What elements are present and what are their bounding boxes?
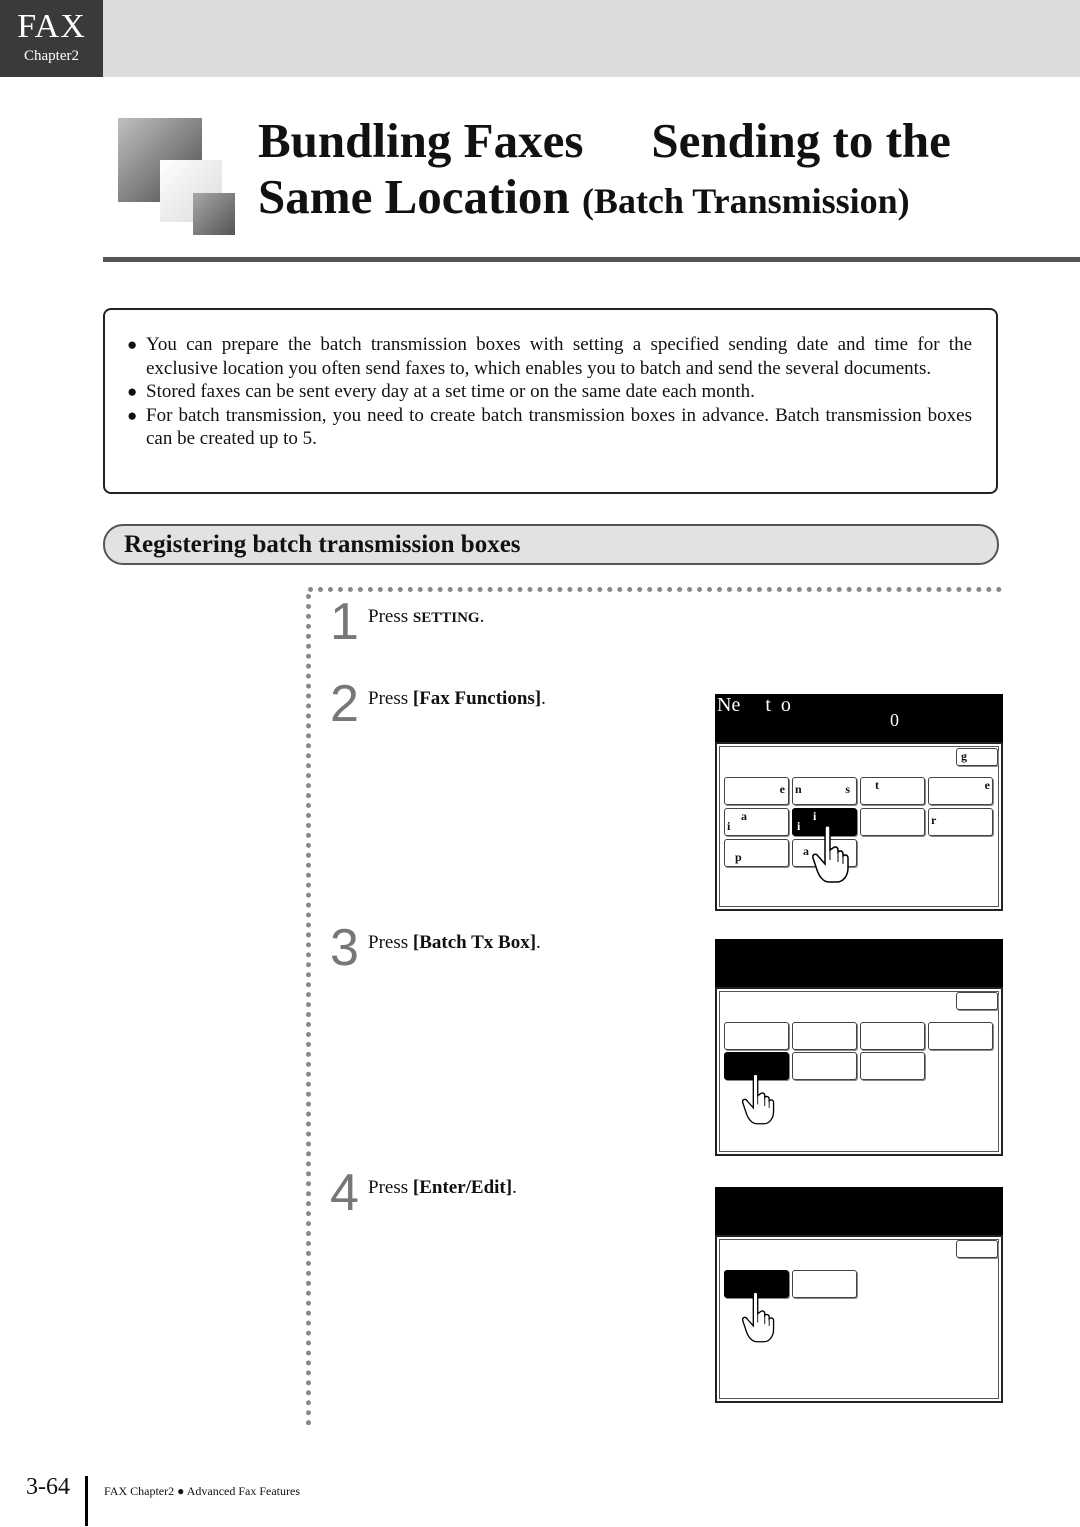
intro-bullet-text: Stored faxes can be sent every day at a set time or on the same date each month. xyxy=(146,381,755,403)
intro-bullet-text: You can prepare the batch transmission boxes with setting a specified sending date and time for the exclusive location you often send faxes to, which enables you to batch and send the several documents. xyxy=(146,334,972,379)
step-instruction xyxy=(368,688,546,710)
step-prefix: Press xyxy=(368,606,413,627)
step-number: 1 xyxy=(330,593,359,651)
step-instruction xyxy=(368,932,541,954)
screen-title-bar xyxy=(715,694,1003,742)
title-subtitle: (Batch Transmission) xyxy=(581,181,910,221)
screen-title-bar xyxy=(715,1187,1003,1235)
step-suffix: . xyxy=(512,1177,517,1198)
step-instruction xyxy=(368,1177,517,1199)
page-title-line-1 xyxy=(258,113,951,168)
function-button[interactable]: n s xyxy=(792,777,857,805)
intro-bullet xyxy=(127,333,972,380)
function-button[interactable] xyxy=(792,1270,857,1298)
function-button[interactable] xyxy=(928,1022,993,1050)
chapter-label: Chapter2 xyxy=(24,48,79,64)
screen-title-text: Ne t o xyxy=(717,694,791,716)
intro-bullet-text: For batch transmission, you need to create batch transmission boxes in advance. Batch transmission boxes can be created up to 5. xyxy=(146,404,972,450)
step-key: SETTING xyxy=(412,610,480,626)
step-key: [Enter/Edit] xyxy=(412,1177,513,1198)
function-button[interactable] xyxy=(792,1022,857,1050)
page-title-line-2 xyxy=(258,169,910,224)
chapter-tab xyxy=(0,0,103,77)
close-button[interactable] xyxy=(956,992,998,1010)
step-key: [Batch Tx Box] xyxy=(412,932,537,953)
title-divider xyxy=(103,257,1080,262)
function-button[interactable]: e xyxy=(928,777,993,805)
footer-running-title xyxy=(104,1484,300,1499)
bullet-icon: ● xyxy=(127,405,138,425)
title-part-2: Sending to the xyxy=(651,113,951,168)
function-button[interactable] xyxy=(792,1052,857,1080)
pointing-hand-icon xyxy=(741,1069,785,1131)
screen-body xyxy=(715,1235,1003,1403)
dotted-guide-horizontal xyxy=(308,587,1002,592)
step-prefix: Press xyxy=(368,1177,413,1198)
function-button[interactable]: p xyxy=(724,839,789,867)
step-number: 4 xyxy=(330,1164,359,1222)
close-button[interactable] xyxy=(956,1240,998,1258)
function-button[interactable] xyxy=(860,1052,925,1080)
dotted-guide-vertical xyxy=(306,594,311,1426)
function-button[interactable]: a xyxy=(792,839,857,867)
page-number: 3-64 xyxy=(26,1474,70,1500)
title-part-1: Bundling Faxes xyxy=(258,113,584,168)
step-suffix: . xyxy=(536,932,541,953)
pointing-hand-icon xyxy=(741,1287,785,1349)
bullet-icon: ● xyxy=(127,382,138,402)
step-number: 2 xyxy=(330,675,359,733)
footer-section: Advanced Fax Features xyxy=(186,1484,300,1498)
intro-bullet xyxy=(127,380,972,404)
bullet-icon: ● xyxy=(127,335,138,354)
footer-chapter: FAX Chapter2 xyxy=(104,1484,175,1498)
screen-body xyxy=(715,987,1003,1156)
step-key: [Fax Functions] xyxy=(412,688,542,709)
screen-title-text: 0 xyxy=(890,710,899,730)
function-button[interactable] xyxy=(724,1022,789,1050)
close-button[interactable]: g xyxy=(956,748,998,766)
step-suffix: . xyxy=(541,688,546,709)
title-main: Same Location xyxy=(258,169,570,224)
title-decoration-square-small xyxy=(193,193,235,235)
function-button[interactable]: r xyxy=(928,808,993,836)
step-prefix: Press xyxy=(368,688,413,709)
step-number: 3 xyxy=(330,919,359,977)
section-heading: Registering batch transmission boxes xyxy=(124,531,521,558)
pointing-hand-icon xyxy=(811,824,861,886)
function-button[interactable] xyxy=(860,808,925,836)
function-button[interactable]: e xyxy=(724,777,789,805)
function-button[interactable]: t xyxy=(860,777,925,805)
screen-title-bar xyxy=(715,939,1003,987)
intro-bullet xyxy=(127,404,972,451)
section-heading-pill xyxy=(103,524,999,565)
function-button[interactable]: i a xyxy=(724,808,789,836)
fax-functions-button[interactable]: i i xyxy=(792,808,857,836)
screen-fax-functions xyxy=(715,694,1003,911)
screen-body xyxy=(715,742,1003,911)
step-prefix: Press xyxy=(368,932,413,953)
section-label: FAX xyxy=(17,8,86,45)
function-button[interactable] xyxy=(860,1022,925,1050)
screen-batch-tx-box xyxy=(715,939,1003,1156)
footer-bullet-icon: ● xyxy=(177,1484,185,1498)
screen-enter-edit xyxy=(715,1187,1003,1403)
step-instruction xyxy=(368,606,484,628)
footer-divider xyxy=(85,1476,88,1526)
step-suffix: . xyxy=(479,606,485,627)
header-band xyxy=(103,0,1080,77)
intro-box xyxy=(103,308,998,494)
